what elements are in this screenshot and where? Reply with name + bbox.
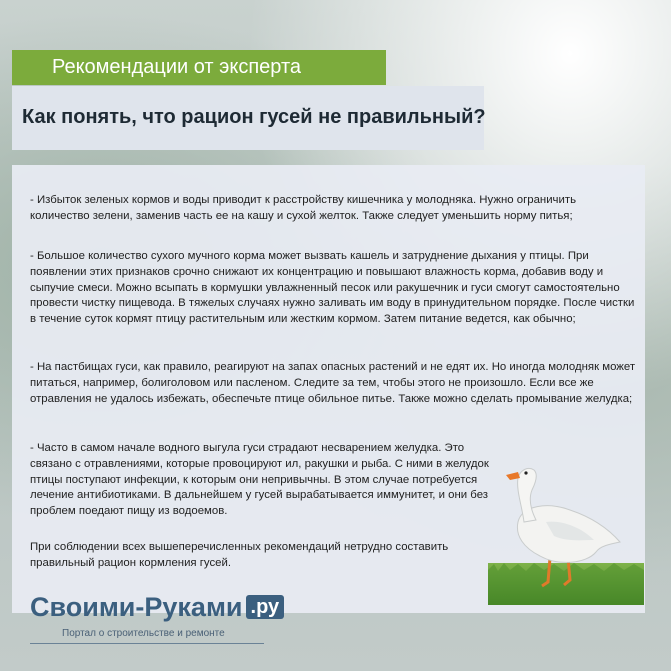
logo-name: Своими-Руками xyxy=(30,592,243,622)
paragraph-water-walk: - Часто в самом начале водного выгула гуси страдают несварением желудка. Это связано с отравлениями, которые провоцируют ил, ракушки и рыба. С ними в желудок птицы поступают инфекции, к которым они непривычны. В этом случае потребуется лечение антибиотиками. В дальнейшем у гусей вырабатывается иммунитет, и они без проблем поедают пищу из водоемов. xyxy=(30,442,489,518)
paragraph-dry-feed: - Большое количество сухого мучного корма может вызвать кашель и затруднение дыхания у птицы. При появлении этих признаков срочно снижают их концентрацию и повышают влажность корма, добавив воду и сыпучие смеси. Можно всыпать в кормушки увлажненный песок или ракушечник и гуси смогут самостоятельно провести чистку пищевода. В тяжелых случаях нужно заливать им воду в принудительном порядке. После чистки в течение суток кормят птицу растительным или жестким кормом. Затем питание ведется, как обычно; xyxy=(30,250,635,326)
paragraph-conclusion: При соблюдении всех вышеперечисленных рекомендаций нетрудно составить правильный рацион кормления гусей. xyxy=(30,541,449,569)
site-logo[interactable] xyxy=(30,592,284,623)
site-tagline: Портал о строительстве и ремонте xyxy=(62,628,225,639)
tagline-divider xyxy=(30,643,264,644)
goose-illustration xyxy=(488,460,644,605)
goose-icon xyxy=(488,460,644,605)
logo-suffix: .ру xyxy=(246,595,285,619)
paragraph-green-feed: - Избыток зеленых кормов и воды приводит к расстройству кишечника у молодняка. Нужно ограничить количество зелени, заменив часть ее на кашу и сухой желток. Также следует уменьшить норму питья; xyxy=(30,194,577,222)
page-title: Как понять, что рацион гусей не правильный? xyxy=(22,106,486,128)
paragraph-pasture: - На пастбищах гуси, как правило, реагируют на запах опасных растений и не едят их. Но иногда молодняк может питаться, например, болиголовом или пасленом. Следите за тем, чтобы этого не произошло. Если все же отравления не удалось избежать, обеспечьте птице обильное питье. Также можно сделать промывание желудка; xyxy=(30,361,636,405)
title-bar xyxy=(12,86,484,150)
expert-banner: Рекомендации от эксперта xyxy=(12,50,386,85)
